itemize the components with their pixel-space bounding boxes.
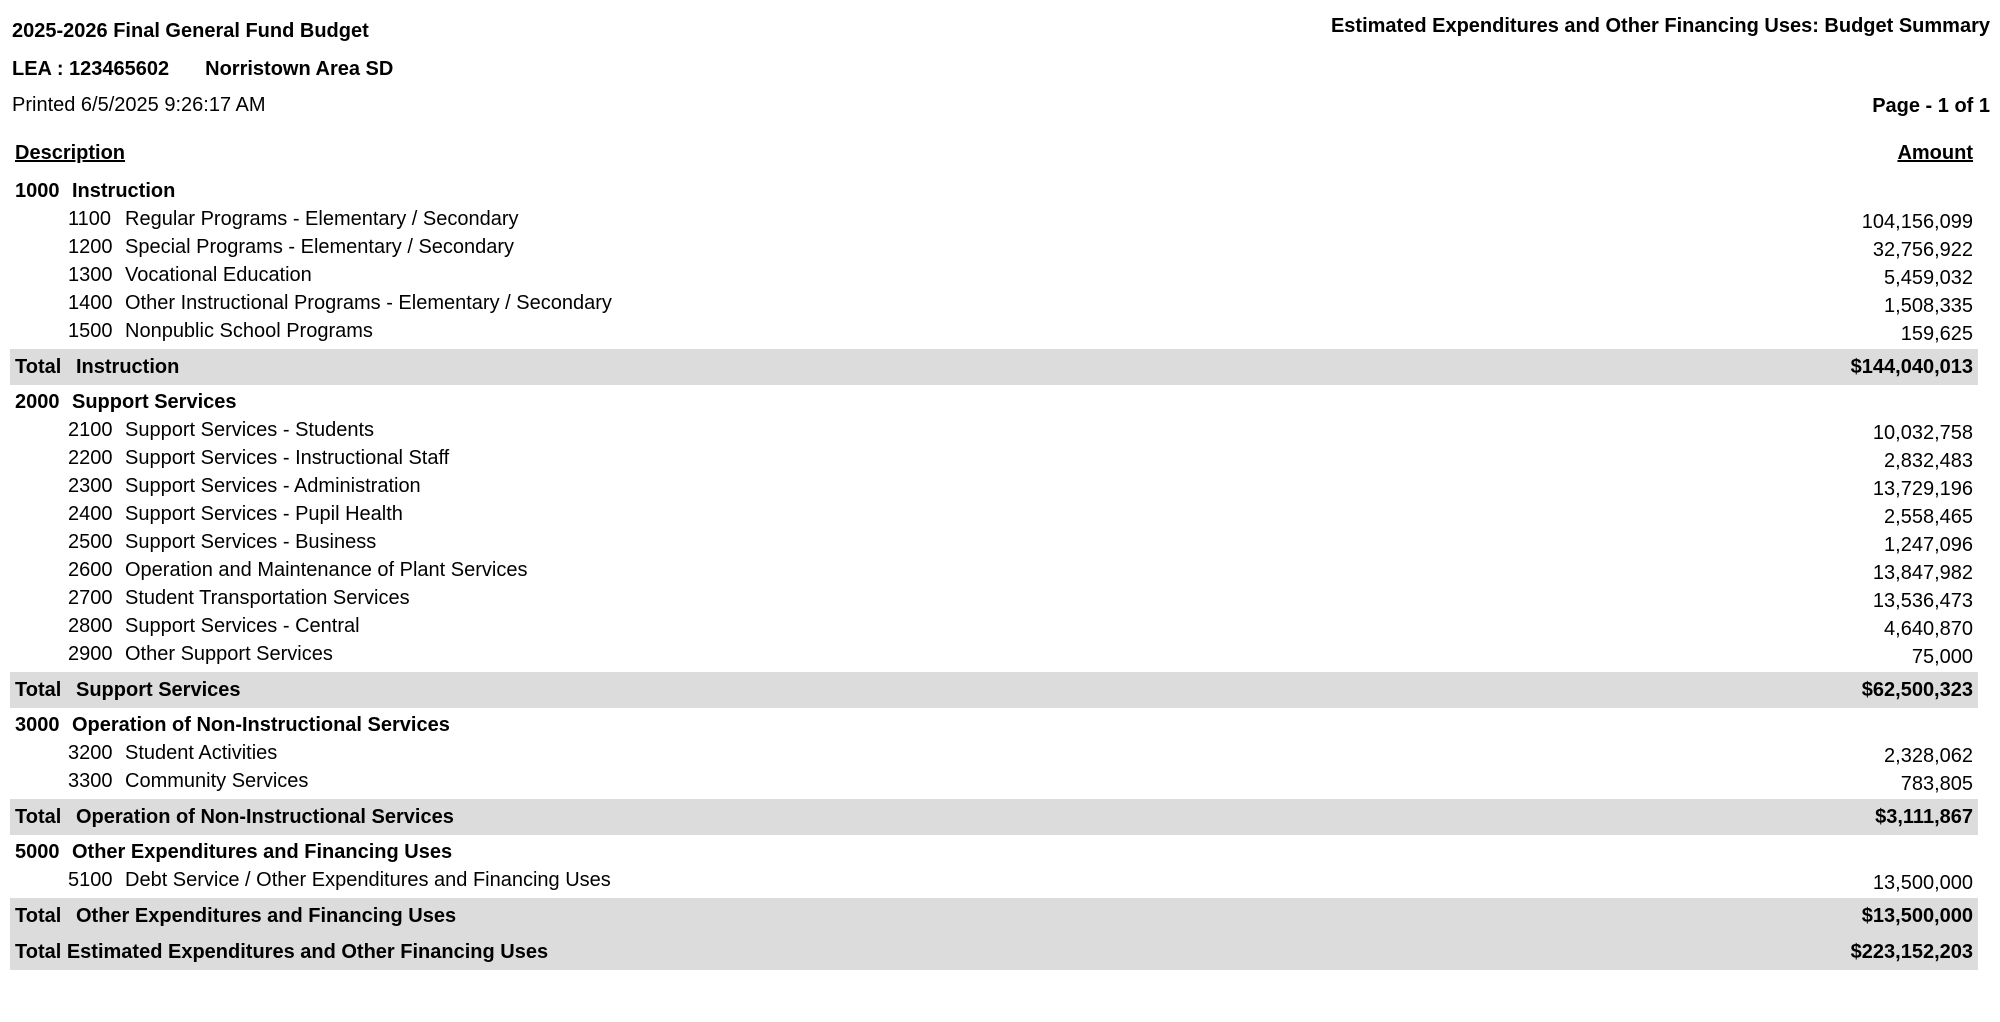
line-item-code: 2300 bbox=[68, 475, 113, 497]
line-item-amount: 1,247,096 bbox=[1884, 534, 1973, 556]
section-header-row bbox=[10, 835, 1978, 868]
line-item-code: 2600 bbox=[68, 559, 113, 581]
line-item-amount: 159,625 bbox=[1900, 323, 1973, 345]
page-indicator: Page - 1 of 1 bbox=[1872, 95, 1990, 117]
section-label: Support Services bbox=[72, 391, 237, 413]
line-item-label: Student Activities bbox=[125, 742, 278, 764]
line-item-row bbox=[10, 769, 1978, 797]
district-name: Norristown Area SD bbox=[205, 58, 394, 80]
line-item-row bbox=[10, 207, 1978, 235]
line-item-code: 2400 bbox=[68, 503, 113, 525]
section-total-label: Support Services bbox=[76, 679, 241, 701]
line-item-code: 1500 bbox=[68, 320, 113, 342]
section-header-row bbox=[10, 385, 1978, 418]
section-code: 3000 bbox=[15, 714, 60, 736]
line-item-amount: 104,156,099 bbox=[1861, 211, 1973, 233]
lea-number: LEA : 123465602 bbox=[12, 58, 170, 80]
section-total-prefix: Total bbox=[15, 806, 62, 828]
line-item-label: Vocational Education bbox=[125, 264, 312, 286]
line-item-row bbox=[10, 558, 1978, 586]
line-item-code: 1300 bbox=[68, 264, 113, 286]
line-item-row bbox=[10, 474, 1978, 502]
section-total-prefix: Total bbox=[15, 356, 62, 378]
line-item-amount: 4,640,870 bbox=[1884, 618, 1973, 640]
line-item-row bbox=[10, 868, 1978, 896]
line-item-code: 2900 bbox=[68, 643, 113, 665]
printed-timestamp: Printed 6/5/2025 9:26:17 AM bbox=[12, 94, 266, 116]
lea-line bbox=[12, 58, 393, 81]
line-item-label: Nonpublic School Programs bbox=[125, 320, 373, 342]
line-item-code: 5100 bbox=[68, 869, 113, 891]
section-total-row bbox=[10, 799, 1978, 835]
line-item-amount: 13,729,196 bbox=[1872, 478, 1973, 500]
line-item-code: 2100 bbox=[68, 419, 113, 441]
section-total-prefix: Total bbox=[15, 679, 62, 701]
section-total-amount: $13,500,000 bbox=[1861, 905, 1973, 927]
section-code: 2000 bbox=[15, 391, 60, 413]
section-total-amount: $62,500,323 bbox=[1861, 679, 1973, 701]
section-total-amount: $144,040,013 bbox=[1850, 356, 1973, 378]
section-label: Operation of Non-Instructional Services bbox=[72, 714, 450, 736]
section-label: Instruction bbox=[72, 180, 176, 202]
section-total-amount: $3,111,867 bbox=[1875, 806, 1973, 828]
section-total-label: Instruction bbox=[76, 356, 180, 378]
line-item-label: Support Services - Administration bbox=[125, 475, 421, 497]
line-item-label: Support Services - Pupil Health bbox=[125, 503, 403, 525]
line-item-code: 1400 bbox=[68, 292, 113, 314]
line-item-amount: 32,756,922 bbox=[1872, 239, 1973, 261]
line-item-row bbox=[10, 291, 1978, 319]
line-item-amount: 783,805 bbox=[1900, 773, 1973, 795]
line-item-code: 3300 bbox=[68, 770, 113, 792]
line-item-code: 2200 bbox=[68, 447, 113, 469]
grand-total-label: Total Estimated Expenditures and Other Financing Uses bbox=[15, 941, 549, 963]
grand-total-amount: $223,152,203 bbox=[1850, 941, 1973, 963]
section-code: 1000 bbox=[15, 180, 60, 202]
section-total-label: Other Expenditures and Financing Uses bbox=[76, 905, 457, 927]
report-fund-title: 2025-2026 Final General Fund Budget bbox=[12, 20, 369, 42]
line-item-code: 1200 bbox=[68, 236, 113, 258]
section-label: Other Expenditures and Financing Uses bbox=[72, 841, 453, 863]
line-item-amount: 13,847,982 bbox=[1872, 562, 1973, 584]
line-item-row bbox=[10, 642, 1978, 670]
line-item-row bbox=[10, 586, 1978, 614]
line-item-amount: 13,536,473 bbox=[1872, 590, 1973, 612]
report-summary-title: Estimated Expenditures and Other Financing Uses: Budget Summary bbox=[1330, 15, 1990, 37]
line-item-amount: 10,032,758 bbox=[1872, 422, 1973, 444]
section-total-prefix: Total bbox=[15, 905, 62, 927]
line-item-row bbox=[10, 741, 1978, 769]
line-item-label: Community Services bbox=[125, 770, 309, 792]
line-item-label: Support Services - Business bbox=[125, 531, 377, 553]
line-item-label: Debt Service / Other Expenditures and Financing Uses bbox=[125, 869, 611, 891]
line-item-amount: 75,000 bbox=[1911, 646, 1973, 668]
section-header-row bbox=[10, 708, 1978, 741]
line-item-code: 2800 bbox=[68, 615, 113, 637]
section-header-row bbox=[10, 174, 1978, 207]
line-item-amount: 1,508,335 bbox=[1884, 295, 1973, 317]
column-header-row bbox=[10, 138, 1978, 174]
line-item-code: 2700 bbox=[68, 587, 113, 609]
column-header-amount: Amount bbox=[1897, 142, 1973, 164]
section-total-label: Operation of Non-Instructional Services bbox=[76, 806, 454, 828]
line-item-label: Operation and Maintenance of Plant Services bbox=[125, 559, 528, 581]
line-item-label: Support Services - Central bbox=[125, 615, 360, 637]
line-item-row bbox=[10, 446, 1978, 474]
section-total-row bbox=[10, 672, 1978, 708]
line-item-row bbox=[10, 614, 1978, 642]
line-item-amount: 2,328,062 bbox=[1884, 745, 1973, 767]
line-item-amount: 13,500,000 bbox=[1872, 872, 1973, 894]
line-item-amount: 2,832,483 bbox=[1884, 450, 1973, 472]
line-item-amount: 2,558,465 bbox=[1884, 506, 1973, 528]
line-item-row bbox=[10, 319, 1978, 347]
line-item-code: 2500 bbox=[68, 531, 113, 553]
grand-total-row bbox=[10, 934, 1978, 970]
budget-table bbox=[10, 138, 1978, 970]
line-item-row bbox=[10, 530, 1978, 558]
line-item-row bbox=[10, 235, 1978, 263]
line-item-label: Support Services - Students bbox=[125, 419, 375, 441]
line-item-code: 1100 bbox=[68, 208, 112, 230]
line-item-row bbox=[10, 502, 1978, 530]
column-header-description: Description bbox=[15, 142, 126, 164]
line-item-code: 3200 bbox=[68, 742, 113, 764]
section-total-row bbox=[10, 898, 1978, 934]
line-item-label: Other Instructional Programs - Elementary / Secondary bbox=[125, 292, 612, 314]
line-item-row bbox=[10, 263, 1978, 291]
line-item-label: Student Transportation Services bbox=[125, 587, 410, 609]
budget-rows bbox=[10, 174, 1978, 970]
line-item-label: Other Support Services bbox=[125, 643, 333, 665]
section-total-row bbox=[10, 349, 1978, 385]
line-item-label: Regular Programs - Elementary / Secondary bbox=[125, 208, 519, 230]
line-item-label: Special Programs - Elementary / Secondary bbox=[125, 236, 515, 258]
line-item-label: Support Services - Instructional Staff bbox=[125, 447, 450, 469]
section-code: 5000 bbox=[15, 841, 60, 863]
line-item-row bbox=[10, 418, 1978, 446]
line-item-amount: 5,459,032 bbox=[1884, 267, 1973, 289]
